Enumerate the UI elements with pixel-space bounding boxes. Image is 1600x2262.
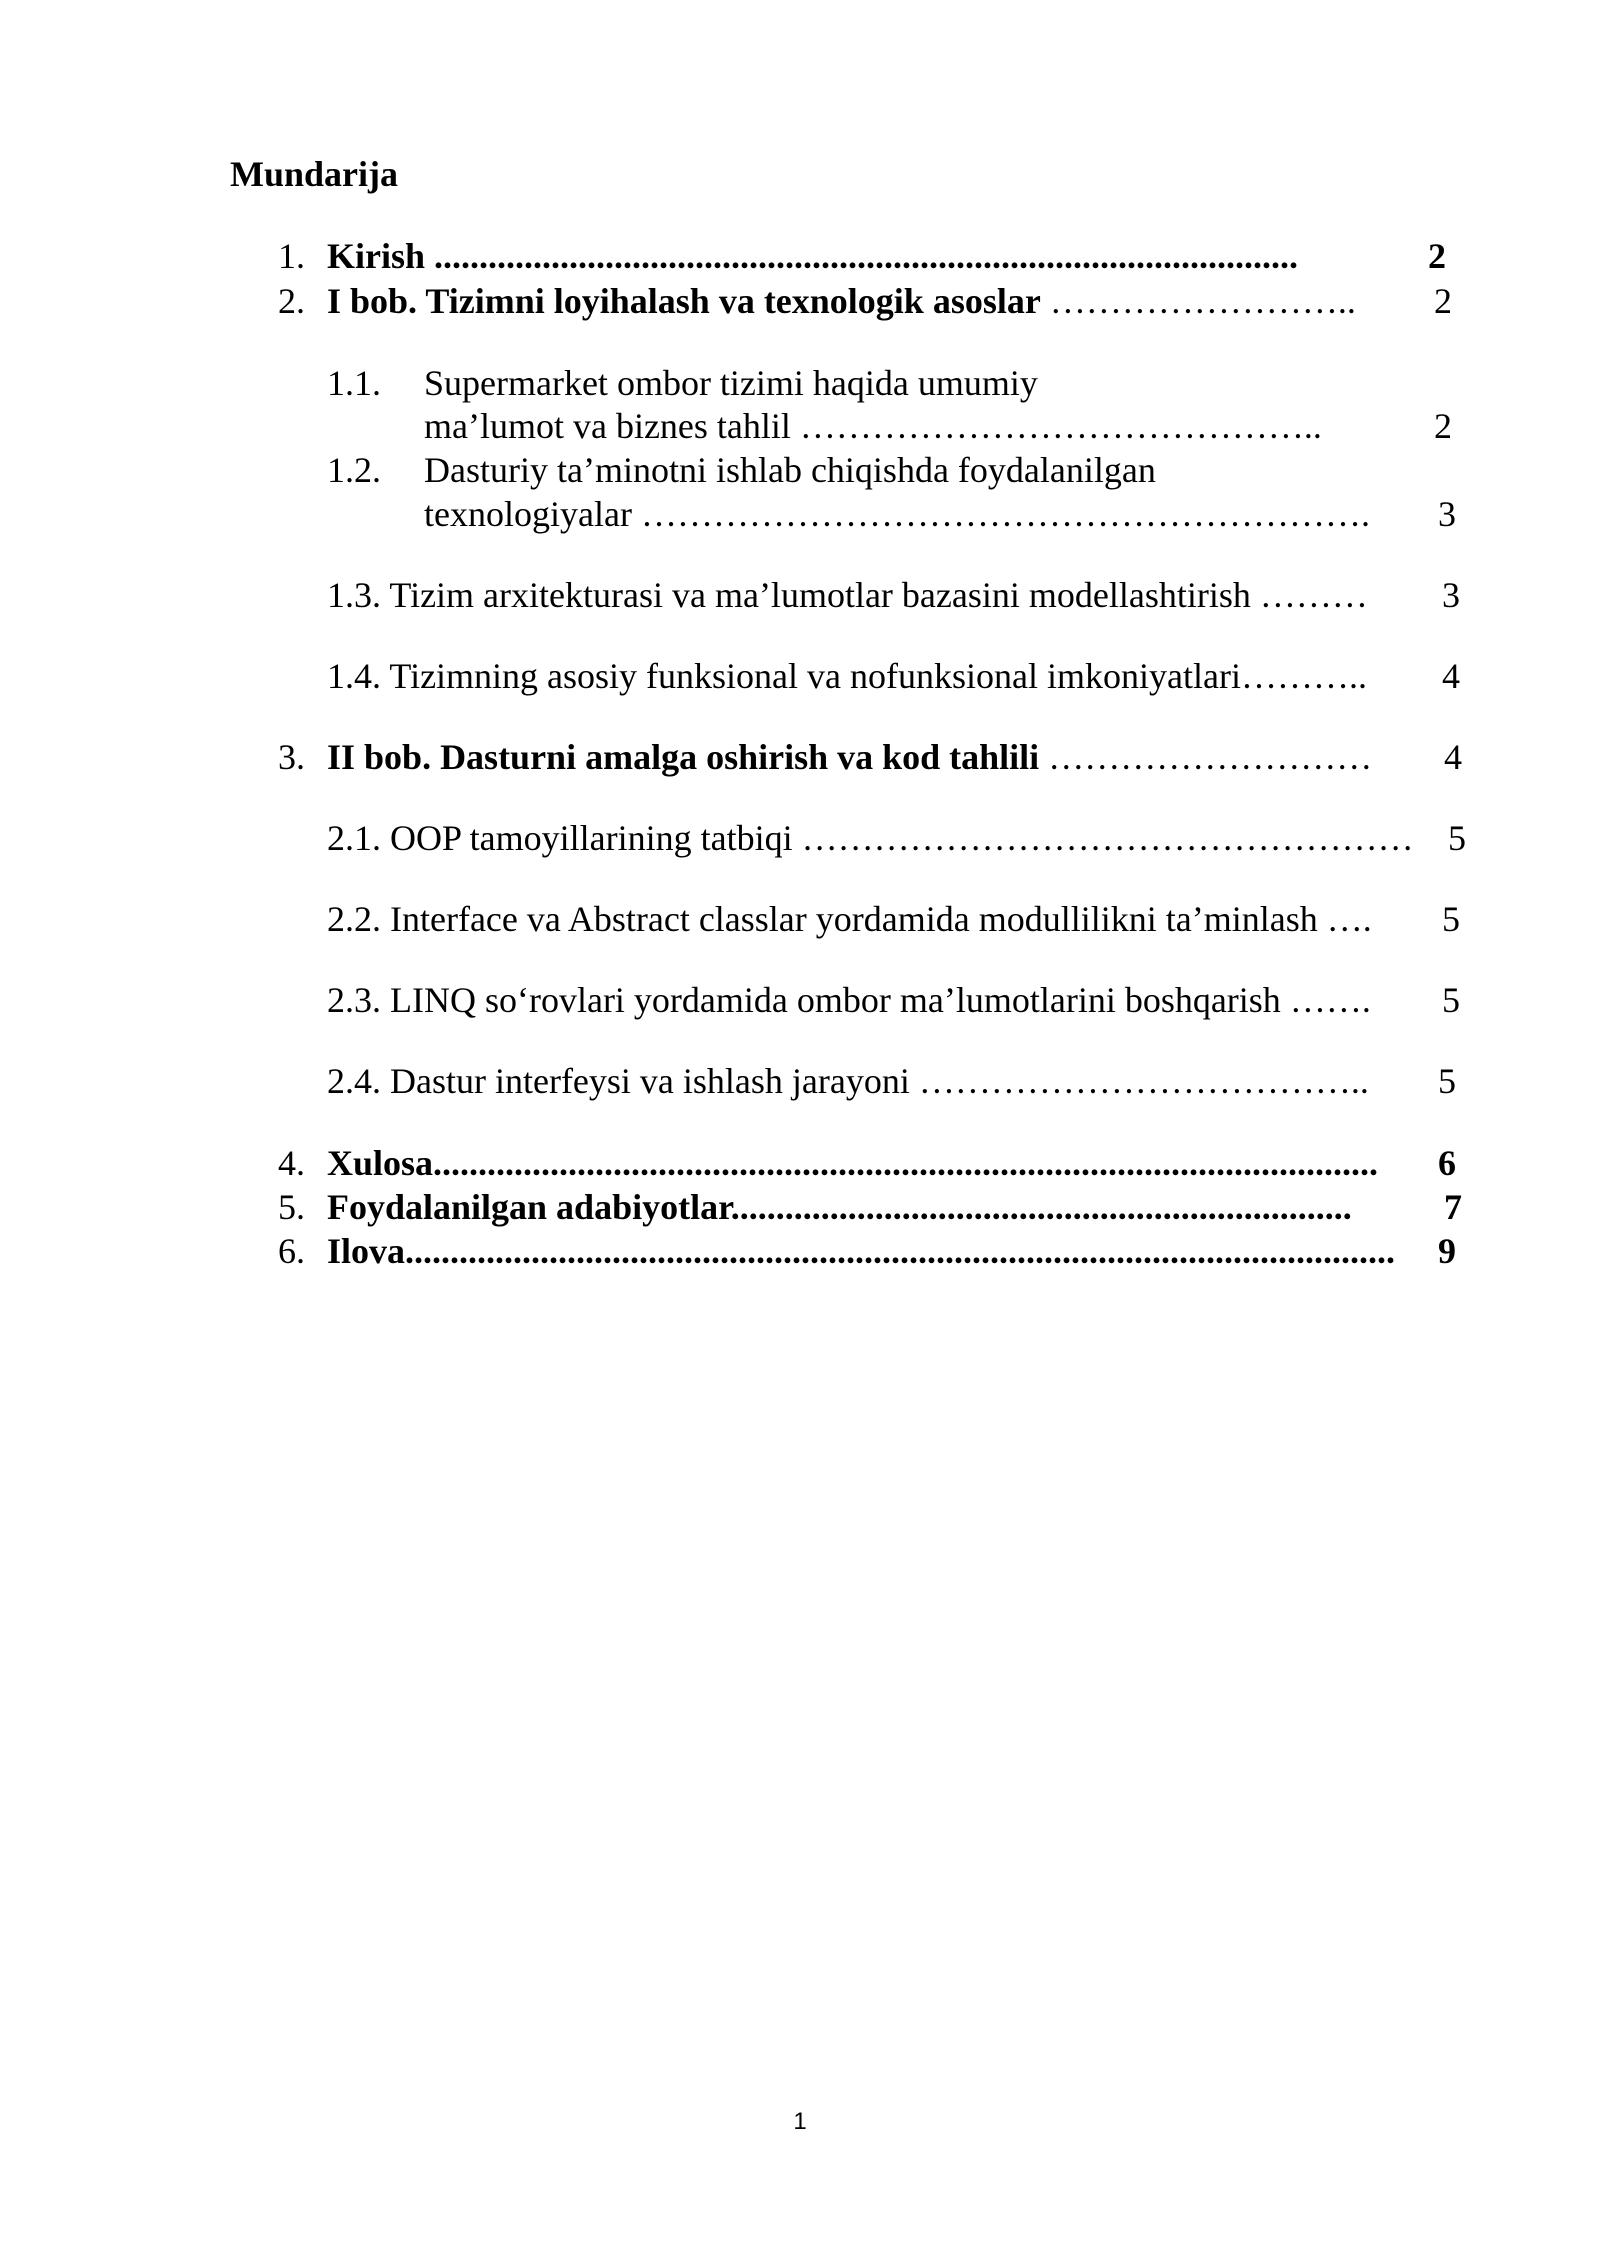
toc-label: 2.2. Interface va Abstract classlar yordamida modullilikni ta’minlash — [327, 899, 1327, 939]
toc-num-bob2: 3. — [278, 737, 305, 777]
toc-leader: .............................................................................................................. — [405, 1231, 1396, 1271]
toc-entry-ilova[interactable] — [327, 1229, 1395, 1273]
toc-leader: ......................................................................................................... — [433, 1143, 1379, 1183]
toc-num-1-1: 1.1. — [327, 363, 381, 403]
toc-num-bob1: 2. — [278, 281, 305, 321]
toc-leader: ……………………………………………………. — [640, 494, 1370, 534]
toc-label: 1.3. Tizim arxitekturasi va ma’lumotlar bazasini modellashtirish — [327, 575, 1260, 615]
toc-page-1-1: 2 — [1434, 406, 1452, 446]
toc-entry-1-2-line2[interactable] — [424, 492, 1370, 536]
toc-entry-1-1-line1[interactable]: Supermarket ombor tizimi haqida umumiy — [424, 363, 1038, 403]
toc-page-ilova: 9 — [1438, 1231, 1456, 1271]
toc-entry-1-2-line1[interactable]: Dasturiy ta’minotni ishlab chiqishda foydalanilgan — [424, 450, 1156, 490]
toc-label: Ilova — [327, 1231, 406, 1271]
toc-num-xulosa: 4. — [278, 1143, 305, 1183]
toc-label: 1.4. Tizimning asosiy funksional va nofunksional imkoniyatlari — [327, 656, 1241, 696]
toc-page-adabiyot: 7 — [1444, 1187, 1462, 1227]
toc-entry-1-3[interactable] — [327, 573, 1368, 617]
toc-label: 2.4. Dastur interfeysi va ishlash jarayoni — [327, 1061, 919, 1101]
toc-num-adabiyot: 5. — [278, 1187, 305, 1227]
toc-leader: …. — [1326, 899, 1372, 939]
toc-page-2-4: 5 — [1438, 1061, 1456, 1101]
toc-page-1-4: 4 — [1442, 656, 1460, 696]
toc-page-2-3: 5 — [1442, 980, 1460, 1020]
toc-num-ilova: 6. — [278, 1231, 305, 1271]
toc-page-2-1: 5 — [1448, 818, 1466, 858]
page-number: 1 — [793, 2108, 807, 2135]
toc-entry-1-1-line2[interactable] — [424, 404, 1322, 448]
toc-leader: …………………….. — [1040, 281, 1356, 321]
toc-label: Xulosa — [327, 1143, 434, 1183]
toc-leader: ……………………… — [1039, 737, 1373, 777]
toc-entry-bob1[interactable] — [327, 279, 1356, 323]
toc-page-1-3: 3 — [1442, 575, 1460, 615]
toc-entry-2-2[interactable] — [327, 897, 1372, 941]
toc-entry-2-1[interactable] — [327, 816, 1414, 860]
toc-num-1-2: 1.2. — [327, 450, 381, 490]
toc-entry-adabiyot[interactable] — [327, 1185, 1352, 1229]
toc-leader: …………………………………….. — [799, 406, 1322, 446]
toc-label: Foydalanilgan adabiyotlar — [327, 1187, 731, 1227]
toc-page-bob1: 2 — [1434, 281, 1452, 321]
toc-page-bob2: 4 — [1444, 737, 1462, 777]
toc-label: texnologiyalar — [424, 494, 641, 534]
toc-leader: ……………………………….. — [918, 1061, 1369, 1101]
toc-label: Kirish — [327, 236, 426, 276]
toc-entry-xulosa[interactable] — [327, 1141, 1378, 1185]
page-title: Mundarija — [230, 154, 399, 194]
toc-leader: ……….. — [1240, 656, 1367, 696]
toc-label: II bob. Dasturni amalga oshirish va kod tahlili — [327, 737, 1040, 777]
toc-leader: ……… — [1259, 575, 1368, 615]
toc-leader: ……. — [1289, 980, 1371, 1020]
toc-page-xulosa: 6 — [1438, 1143, 1456, 1183]
toc-page-2-2: 5 — [1442, 899, 1460, 939]
toc-entry-2-4[interactable] — [327, 1059, 1369, 1103]
toc-page-kirish: 2 — [1428, 236, 1446, 276]
toc-entry-2-3[interactable] — [327, 978, 1371, 1022]
toc-entry-1-4[interactable] — [327, 654, 1367, 698]
toc-label: I bob. Tizimni loyihalash va texnologik asoslar — [327, 281, 1041, 321]
toc-label: 2.3. LINQ so‘rovlari yordamida ombor ma’lumotlarini boshqarish — [327, 980, 1290, 1020]
toc-leader: ..................................................................... — [730, 1187, 1352, 1227]
toc-label: 2.1. OOP tamoyillarining tatbiqi — [327, 818, 802, 858]
toc-entry-bob2[interactable] — [327, 735, 1372, 779]
toc-label: ma’lumot va biznes tahlil — [424, 406, 800, 446]
toc-num-kirish: 1. — [278, 236, 305, 276]
toc-page-1-2: 3 — [1438, 494, 1456, 534]
toc-leader: …………………………………………… — [801, 818, 1414, 858]
toc-leader: ................................................................................................ — [425, 236, 1299, 276]
toc-entry-kirish[interactable] — [327, 234, 1298, 278]
